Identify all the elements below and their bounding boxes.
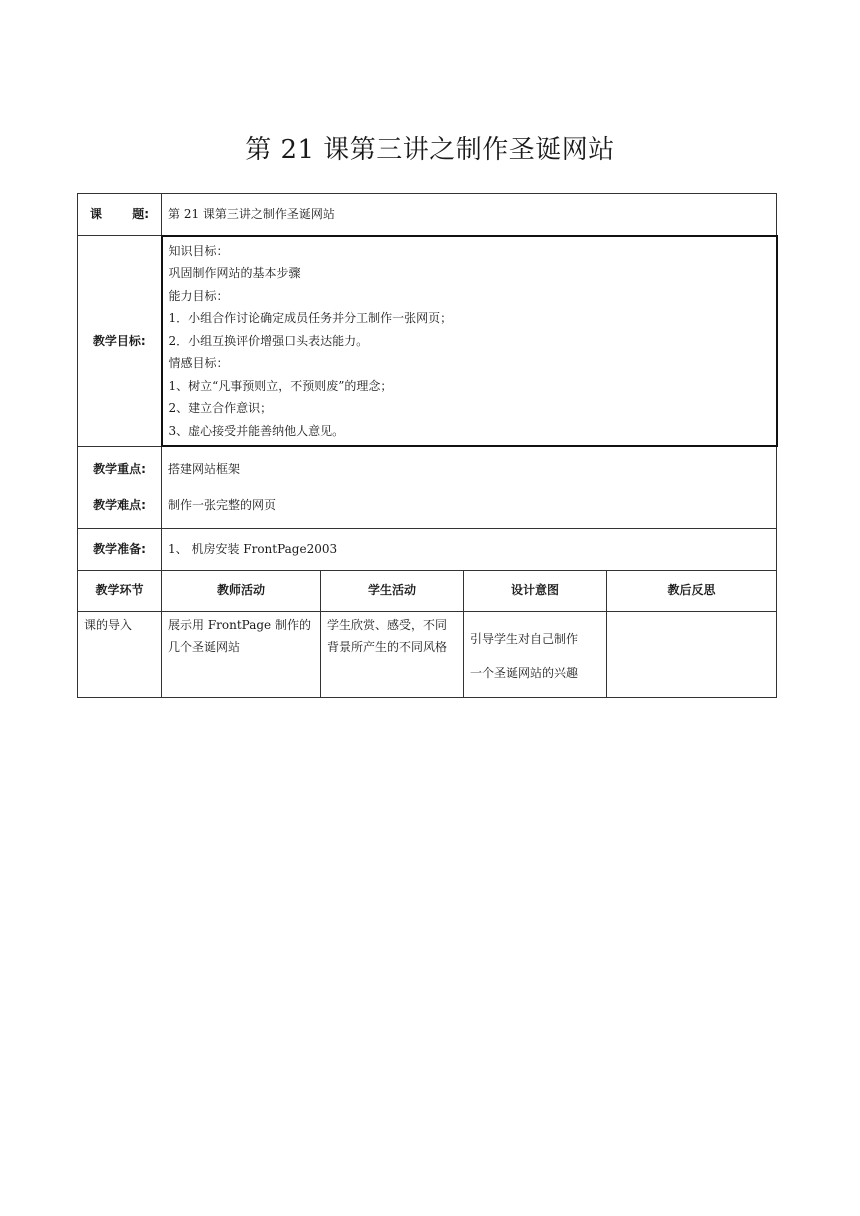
reflection-cell <box>607 611 777 697</box>
prep-label: 教学准备: <box>78 528 162 570</box>
goals-line: 知识目标： <box>168 243 229 258</box>
goals-line: 3、虚心接受并能善纳他人意见。 <box>168 423 345 438</box>
column-header-teacher: 教师活动 <box>162 570 321 611</box>
column-header-reflection: 教后反思 <box>607 570 777 611</box>
design-intent-line: 引导学生对自己制作 <box>470 631 579 646</box>
goals-line: 2．小组互换评价增强口头表达能力。 <box>168 333 369 348</box>
goals-row <box>78 236 777 447</box>
column-header-student: 学生活动 <box>321 570 464 611</box>
goals-line: 情感目标： <box>168 356 229 370</box>
student-activity-cell: 学生欣赏、感受，不同背景所产生的不同风格 <box>321 611 464 697</box>
topic-row <box>78 194 777 236</box>
goals-content <box>162 236 777 447</box>
table-row <box>78 611 777 697</box>
goals-line: 2、建立合作意识； <box>168 401 273 415</box>
topic-label-cell <box>78 194 162 236</box>
key-points-labels <box>78 446 162 528</box>
lesson-plan-table <box>77 193 778 698</box>
teacher-activity-cell: 展示用 FrontPage 制作的几个圣诞网站 <box>162 611 321 697</box>
column-header-stage: 教学环节 <box>78 570 162 611</box>
difficulty-value: 制作一张完整的网页 <box>168 498 277 513</box>
stage-cell: 课的导入 <box>78 611 162 697</box>
focus-label: 教学重点: <box>93 462 146 476</box>
page-title: 第 21 课第三讲之制作圣诞网站 <box>245 135 615 165</box>
topic-label-left: 课 <box>90 207 103 222</box>
topic-value: 第 21 课第三讲之制作圣诞网站 <box>162 194 777 236</box>
column-header-intent: 设计意图 <box>464 570 607 611</box>
design-intent-cell <box>464 611 607 697</box>
key-points-row <box>78 446 777 528</box>
goals-line: 1．小组合作讨论确定成员任务并分工制作一张网页； <box>168 311 453 325</box>
design-intent-line: 一个圣诞网站的兴趣 <box>470 665 579 680</box>
goals-line: 1、树立“凡事预则立，不预则废”的理念； <box>168 378 393 393</box>
prep-row <box>78 528 777 570</box>
difficulty-label: 教学难点: <box>93 498 146 512</box>
goals-line: 巩固制作网站的基本步骤 <box>168 266 301 280</box>
focus-value: 搭建网站框架 <box>168 462 241 477</box>
goals-line: 能力目标： <box>168 288 229 303</box>
topic-label-right: 题: <box>132 207 149 222</box>
prep-value: 1、 机房安装 FrontPage2003 <box>162 528 777 570</box>
key-points-values <box>162 446 777 528</box>
goals-label: 教学目标: <box>78 236 162 447</box>
column-header-row <box>78 570 777 611</box>
